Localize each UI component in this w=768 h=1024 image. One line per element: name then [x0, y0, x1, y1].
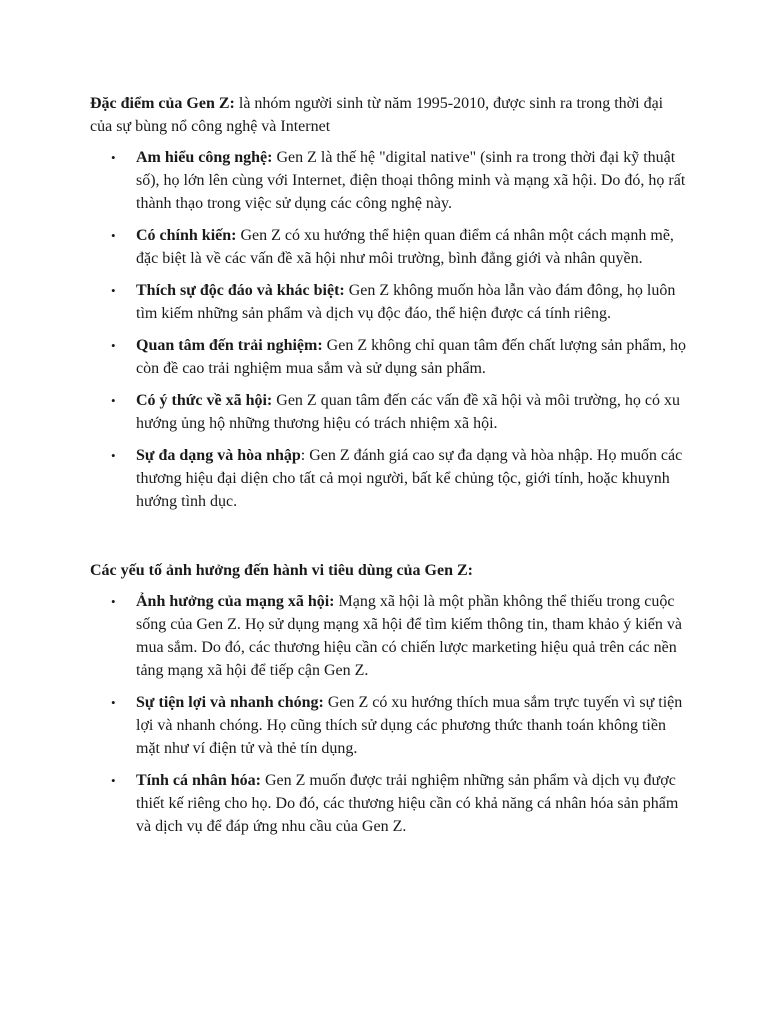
- list-item-text: Gen Z có xu hướng thể hiện quan điểm cá nhân một cách mạnh mẽ, đặc biệt là về các vấn đề xã hội như môi trường, bình đẳng giới và nhân quyền.: [136, 227, 674, 267]
- list-item-text: Gen Z quan tâm đến các vấn đề xã hội và môi trường, họ có xu hướng ủng hộ những thương hiệu có trách nhiệm xã hội.: [136, 392, 680, 432]
- list-item: [136, 444, 686, 513]
- list-item-term: Có chính kiến:: [136, 227, 237, 244]
- list-item-text: Gen Z có xu hướng thích mua sắm trực tuyến vì sự tiện lợi và nhanh chóng. Họ cũng thích sử dụng các phương thức thanh toán không tiền mặt như ví điện tử và thẻ tín dụng.: [136, 694, 683, 757]
- list-item-text: Gen Z không chỉ quan tâm đến chất lượng sản phẩm, họ còn đề cao trải nghiệm mua sắm và sử dụng sản phẩm.: [136, 337, 686, 377]
- list-item: [136, 691, 686, 760]
- list-item-text: Gen Z không muốn hòa lẫn vào đám đông, họ luôn tìm kiếm những sản phẩm và dịch vụ độc đáo, thể hiện được cá tính riêng.: [136, 282, 676, 322]
- list-item-text: Gen Z là thế hệ "digital native" (sinh ra trong thời đại kỹ thuật số), họ lớn lên cùng với Internet, điện thoại thông minh và mạng xã hội. Do đó, họ rất thành thạo trong việc sử dụng các công nghệ này.: [136, 149, 686, 212]
- list-item-term: Sự tiện lợi và nhanh chóng:: [136, 694, 324, 711]
- list-item: [136, 590, 686, 682]
- list-item-term: Sự đa dạng và hòa nhập: [136, 447, 301, 464]
- section2-list: [90, 590, 686, 838]
- list-item: [136, 334, 686, 380]
- section1-intro: [90, 92, 686, 138]
- list-item-text: Gen Z muốn được trải nghiệm những sản phẩm và dịch vụ được thiết kế riêng cho họ. Do đó, các thương hiệu cần có khả năng cá nhân hóa sản phẩm và dịch vụ để đáp ứng nhu cầu của Gen Z.: [136, 772, 679, 835]
- list-item-text: : Gen Z đánh giá cao sự đa dạng và hòa nhập. Họ muốn các thương hiệu đại diện cho tất cả mọi người, bất kể chủng tộc, giới tính, hoặc khuynh hướng tình dục.: [136, 447, 683, 510]
- list-item: [136, 279, 686, 325]
- list-item: [136, 769, 686, 838]
- list-item: [136, 146, 686, 215]
- list-item-term: Tính cá nhân hóa:: [136, 772, 261, 789]
- section2-heading: [90, 559, 686, 582]
- list-item: [136, 224, 686, 270]
- list-item-term: Ảnh hưởng của mạng xã hội:: [136, 593, 335, 610]
- list-item-term: Thích sự độc đáo và khác biệt:: [136, 282, 345, 299]
- section1-intro-text: là nhóm người sinh từ năm 1995-2010, được sinh ra trong thời đại của sự bùng nổ công nghệ và Internet: [90, 95, 664, 135]
- section1-list: [90, 146, 686, 513]
- list-item-term: Quan tâm đến trải nghiệm:: [136, 337, 323, 354]
- section2-title: Các yếu tố ảnh hưởng đến hành vi tiêu dùng của Gen Z:: [90, 562, 473, 579]
- list-item-text: Mạng xã hội là một phần không thể thiếu trong cuộc sống của Gen Z. Họ sử dụng mạng xã hội để tìm kiếm thông tin, tham khảo ý kiến và mua sắm. Do đó, các thương hiệu cần có chiến lược marketing hiệu quả trên các nền tảng mạng xã hội để tiếp cận Gen Z.: [136, 593, 682, 679]
- list-item-term: Có ý thức về xã hội:: [136, 392, 273, 409]
- list-item-term: Am hiểu công nghệ:: [136, 149, 273, 166]
- section1-title: Đặc điểm của Gen Z:: [90, 95, 235, 112]
- list-item: [136, 389, 686, 435]
